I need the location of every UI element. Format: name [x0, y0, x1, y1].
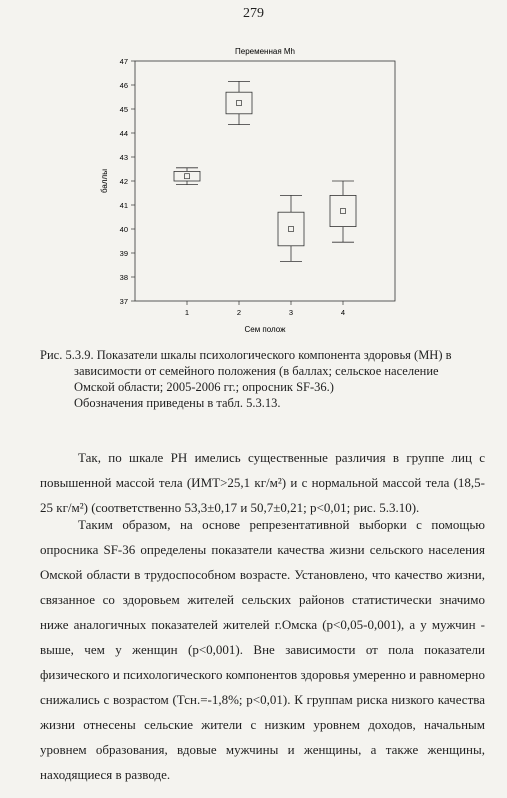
y-tick-label: 41: [119, 200, 128, 210]
box-group-3: [278, 195, 304, 261]
x-axis: [185, 301, 345, 317]
figure-caption: [40, 347, 480, 411]
y-tick-label: 45: [119, 104, 128, 114]
body-paragraph: Таким образом, на основе репрезентативной выборки с помощью опросника SF-36 определены показатели качества жизни сельского населения Омской области в трудоспособном возрасте. Установлено, что качество жизни, связанное со здоровьем жителей сельских районов статистически значимо ниже аналогичных показателей жителей г.Омска (р<0,05-0,001), а у мужчин - выше, чем у женщин (р<0,001). Вне зависимости от пола показатели физического и психологического компонентов здоровья умеренно и равномерно снижались с возрастом (Тсн.=-1,8%; р<0,01). К группам риска низкого качества жизни отнесены сельские жители с низким уровнем доходов, начальным уровнем образования, вдовые мужчины и женщины, а также женщины, находящиеся в разводе.: [40, 517, 485, 782]
page-number: 279: [243, 6, 264, 21]
caption-line: Рис. 5.3.9. Показатели шкалы психологического компонента здоровья (МН) в: [40, 348, 452, 362]
y-tick-label: 39: [119, 248, 128, 258]
y-tick-label: 38: [119, 272, 128, 282]
box-group-4: [330, 181, 356, 242]
y-tick-label: 43: [119, 152, 128, 162]
y-tick-label: 44: [119, 128, 128, 138]
box-group-2: [226, 81, 252, 124]
caption-line: зависимости от семейного положения (в баллах; сельское население: [74, 364, 439, 378]
y-tick-label: 46: [119, 80, 128, 90]
x-axis-label: Сем полож: [244, 325, 286, 334]
y-axis: [120, 57, 135, 306]
boxplot-chart: [95, 40, 415, 340]
box: [330, 195, 356, 226]
y-axis-label: баллы: [100, 169, 109, 193]
box: [278, 212, 304, 246]
boxes-layer: [174, 81, 356, 261]
body-paragraph: Так, по шкале РН имелись существенные различия в группе лиц с повышенной массой тела (ИМТ>25,1 кг/м²) и с нормальной массой тела (18,5-25 кг/м²) (соответственно 53,3±0,17 и 50,7±0,21; р<0,01; рис. 5.3.10).: [40, 450, 485, 515]
x-tick-label: 3: [288, 308, 294, 317]
chart-title: Переменная Mh: [235, 47, 295, 56]
box: [174, 171, 200, 181]
y-tick-label: 42: [119, 176, 128, 186]
x-tick-label: 4: [340, 308, 346, 317]
y-tick-label: 37: [119, 296, 128, 306]
box: [226, 92, 252, 114]
y-tick-label: 47: [119, 56, 128, 66]
caption-line: Обозначения приведены в табл. 5.3.13.: [74, 396, 281, 410]
x-tick-label: 1: [184, 308, 190, 317]
x-tick-label: 2: [236, 308, 242, 317]
y-tick-label: 40: [119, 224, 128, 234]
caption-line: Омской области; 2005-2006 гг.; опросник SF-36.): [74, 380, 334, 394]
box-group-1: [174, 168, 200, 185]
